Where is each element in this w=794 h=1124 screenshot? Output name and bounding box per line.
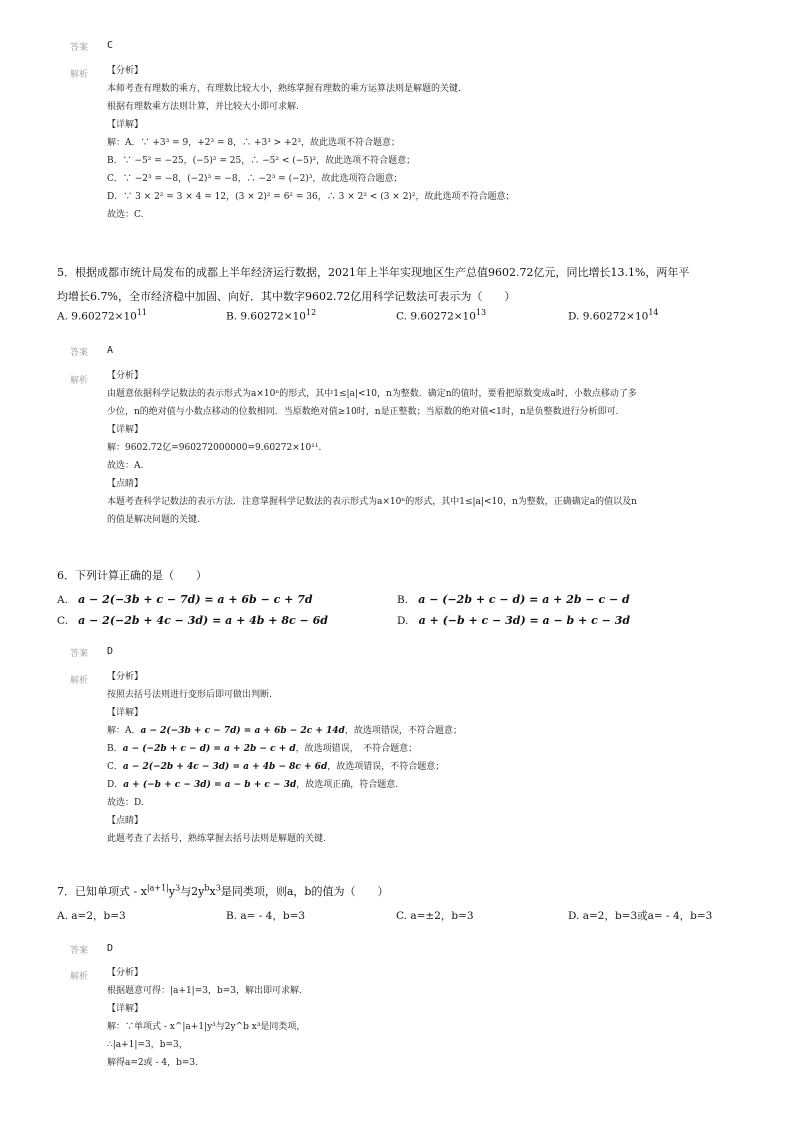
- q5-answer: A: [107, 345, 114, 356]
- q5-line: 解：9602.72亿=960272000000=9.60272×10¹¹.: [107, 443, 322, 453]
- q4-line: B．∵ −5² = −25，(−5)² = 25，∴ −5² < (−5)²，故此选项不符合题意；: [107, 156, 416, 166]
- q7-line: ∴|a+1|=3，b=3，: [107, 1040, 188, 1050]
- q7-option-d: D. a=2，b=3或a= - 4，b=3: [568, 910, 713, 922]
- q4-answer-label: 答案: [70, 43, 89, 53]
- q5-option-b: B. $9.60272\times 10^{12}$: [226, 308, 317, 323]
- q5-option-d: D. $9.60272\times 10^{14}$: [568, 308, 659, 323]
- q5-line: 由题意依据科学记数法的表示形式为a×10ⁿ的形式，其中1≤|a|<10，n为整数．确定n的值时，要看把原数变成a时，小数点移动了多: [107, 389, 637, 399]
- q4-line: 【详解】: [107, 120, 144, 130]
- q6-detail-line: 解：A．a − 2(−3b + c − 7d) = a + 6b − 2c + 14d，故选项错误，不符合题意；: [107, 726, 462, 736]
- q5-line: 【分析】: [107, 371, 144, 381]
- q7-stem: 7．已知单项式 - $x^{|a+1|}y^3$与$2y^bx^3$是同类项，则a，b的值为（ ）: [57, 883, 389, 898]
- q7-option-a: A. a=2，b=3: [57, 910, 126, 922]
- q5-stem-line1: 5．根据成都市统计局发布的成都上半年经济运行数据，2021年上半年实现地区生产总值9602.72亿元，同比增长13.1%，两年平: [57, 266, 690, 279]
- q4-line: C．∵ −2³ = −8，(−2)³ = −8，∴ −2³ = (−2)³，故此选项符合题意；: [107, 174, 403, 184]
- q6-line: 故选：D.: [107, 798, 144, 808]
- q6-line: 【详解】: [107, 708, 144, 718]
- q5-line: 本题考查科学记数法的表示方法．注意掌握科学记数法的表示形式为a×10ⁿ的形式，其中1≤|a|<10，n为整数，正确确定a的值以及n: [107, 497, 637, 507]
- q5-line: 少位，n的绝对值与小数点移动的位数相同．当原数绝对值≥10时，n是正整数；当原数的绝对值<1时，n是负整数进行分析即可.: [107, 407, 619, 417]
- q4-line: 根据有理数乘方法则计算，并比较大小即可求解.: [107, 102, 299, 112]
- q5-analysis: [107, 367, 637, 529]
- q4-answer: C: [107, 40, 114, 51]
- q4-line: 故选：C.: [107, 210, 144, 220]
- q5-option-a: A. $9.60272\times 10^{11}$: [57, 308, 148, 323]
- q5-stem-line2: 均增长6.7%，全市经济稳中加固、向好．其中数字9602.72亿用科学记数法可表示为（ ）: [57, 290, 516, 303]
- q6-analysis: [107, 668, 462, 848]
- q6-answer: D: [107, 646, 114, 657]
- q6-line: 按照去括号法则进行变形后即可做出判断.: [107, 690, 272, 700]
- q7-option-b: B. a= - 4，b=3: [226, 910, 306, 922]
- q6-detail-line: C．a − 2(−2b + 4c − 3d) = a + 4b − 8c + 6d，故选项错误，不符合题意；: [107, 762, 445, 772]
- q6-answer-label: 答案: [70, 649, 89, 659]
- q7-line: 解得a=2或 - 4，b=3.: [107, 1058, 199, 1068]
- q4-analysis: [107, 62, 515, 224]
- q5-answer-label: 答案: [70, 348, 89, 358]
- q6-line: 【点睛】: [107, 816, 144, 826]
- q6-option-d: D. a + (−b + c − 3d) = a − b + c − 3d: [397, 614, 631, 627]
- q5-option-c: C. $9.60272\times 10^{13}$: [396, 308, 487, 323]
- q5-line: 的值是解决问题的关键.: [107, 515, 200, 525]
- q4-analysis-label: 解析: [70, 70, 89, 80]
- q5-line: 【点睛】: [107, 479, 144, 489]
- q4-line: 【分析】: [107, 66, 144, 76]
- q6-line: 【分析】: [107, 672, 144, 682]
- q5-line: 故选：A.: [107, 461, 144, 471]
- q6-option-c: C. a − 2(−2b + 4c − 3d) = a + 4b + 8c − 6d: [57, 614, 328, 627]
- q6-detail-line: D．a + (−b + c − 3d) = a − b + c − 3d，故选项正确，符合题意.: [107, 780, 399, 790]
- q7-analysis: [107, 964, 305, 1072]
- q4-line: D．∵ 3 × 2² = 3 × 4 = 12，(3 × 2)² = 6² = 36，∴ 3 × 2² < (3 × 2)²，故此选项不符合题意；: [107, 192, 515, 202]
- q7-analysis-label: 解析: [70, 972, 89, 982]
- q5-analysis-label: 解析: [70, 376, 89, 386]
- q6-analysis-label: 解析: [70, 676, 89, 686]
- q7-line: 根据题意可得：|a+1|=3，b=3，解出即可求解.: [107, 986, 302, 996]
- q6-line: 此题考查了去括号，熟练掌握去括号法则是解题的关键.: [107, 834, 326, 844]
- q6-option-b: B. a − (−2b + c − d) = a + 2b − c − d: [397, 593, 630, 606]
- q6-stem: 6．下列计算正确的是（ ）: [57, 569, 207, 582]
- q7-line: 【详解】: [107, 1004, 144, 1014]
- q7-line: 【分析】: [107, 968, 144, 978]
- q7-line: 解：∵单项式 - x^|a+1|y³与2y^b x³是同类项，: [107, 1022, 306, 1032]
- q5-line: 【详解】: [107, 425, 144, 435]
- q4-line: 本师考查有理数的乘方，有理数比较大小，熟练掌握有理数的乘方运算法则是解题的关键.: [107, 84, 461, 94]
- q6-option-a: A. a − 2(−3b + c − 7d) = a + 6b − c + 7d: [57, 593, 313, 606]
- q7-option-c: C. a=±2，b=3: [396, 910, 474, 922]
- q4-line: 解：A．∵ +3³ = 9，+2³ = 8，∴ +3³ > +2³，故此选项不符合题意；: [107, 138, 400, 148]
- q6-detail-line: B．a − (−2b + c − d) = a + 2b − c + d，故选项错误， 不符合题意；: [107, 744, 418, 754]
- q7-answer: D: [107, 943, 114, 954]
- q7-answer-label: 答案: [70, 946, 89, 956]
